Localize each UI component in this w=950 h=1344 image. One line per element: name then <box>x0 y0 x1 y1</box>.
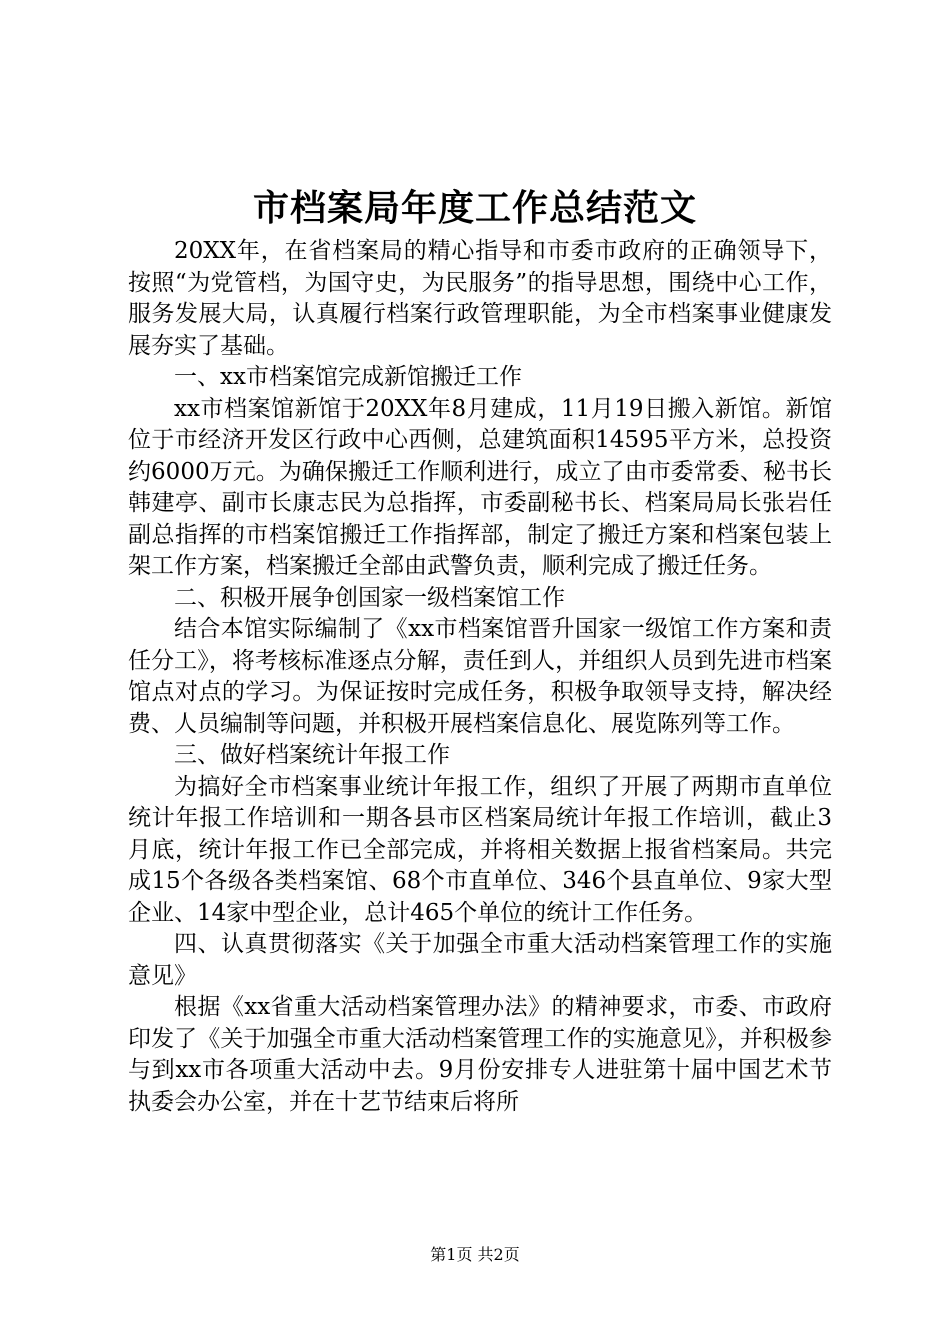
section-heading-1: 一、xx市档案馆完成新馆搬迁工作 <box>174 364 522 390</box>
section-heading-2: 二、积极开展争创国家一级档案馆工作 <box>174 584 565 611</box>
section-paragraph-1: xx市档案馆新馆于20XX年8月建成，11月19日搬入新馆。新馆位于市经济开发区行政中心西侧，总建筑面积14595平方米，总投资约6000万元。为确保搬迁工作顺利进行，成立了由市委常委、秘书长韩建亭、副市长康志民为总指挥，市委副秘书长、档案局局长张岩任副总指挥的市档案馆搬迁工作指挥部，制定了搬迁方案和档案包装上架工作方案，档案搬迁全部由武警负责，顺利完成了搬迁任务。 <box>128 395 832 579</box>
section-paragraph-3: 为搞好全市档案事业统计年报工作，组织了开展了两期市直单位统计年报工作培训和一期各县市区档案局统计年报工作培训，截止3月底，统计年报工作已全部完成，并将相关数据上报省档案局。共完成15个各级各类档案馆、68个市直单位、346个县直单位、9家大型企业、14家中型企业，总计465个单位的统计工作任务。 <box>128 773 832 926</box>
page-footer: 第1页 共2页 <box>430 1245 520 1264</box>
page-title: 市档案局年度工作总结范文 <box>252 187 697 229</box>
section-heading-3: 三、做好档案统计年报工作 <box>174 742 450 768</box>
intro-paragraph: 20XX年，在省档案局的精心指导和市委市政府的正确领导下，按照“为党管档，为国守史，为民服务”的指导思想，围绕中心工作，服务发展大局，认真履行档案行政管理职能，为全市档案事业健康发展夯实了基础。 <box>128 238 832 359</box>
section-paragraph-2: 结合本馆实际编制了《xx市档案馆晋升国家一级馆工作方案和责任分工》，将考核标准逐点分解，责任到人，并组织人员到先进市档案馆点对点的学习。为保证按时完成任务，积极争取领导支持，解决经费、人员编制等问题，并积极开展档案信息化、展览陈列等工作。 <box>128 616 832 737</box>
section-paragraph-4: 根据《xx省重大活动档案管理办法》的精神要求，市委、市政府印发了《关于加强全市重大活动档案管理工作的实施意见》，并积极参与到xx市各项重大活动中去。9月份安排专人进驻第十届中国艺术节执委会办公室，并在十艺节结束后将所 <box>128 994 832 1115</box>
section-heading-4: 四、认真贯彻落实《关于加强全市重大活动档案管理工作的实施意见》 <box>128 931 832 989</box>
document-body <box>128 236 832 1118</box>
